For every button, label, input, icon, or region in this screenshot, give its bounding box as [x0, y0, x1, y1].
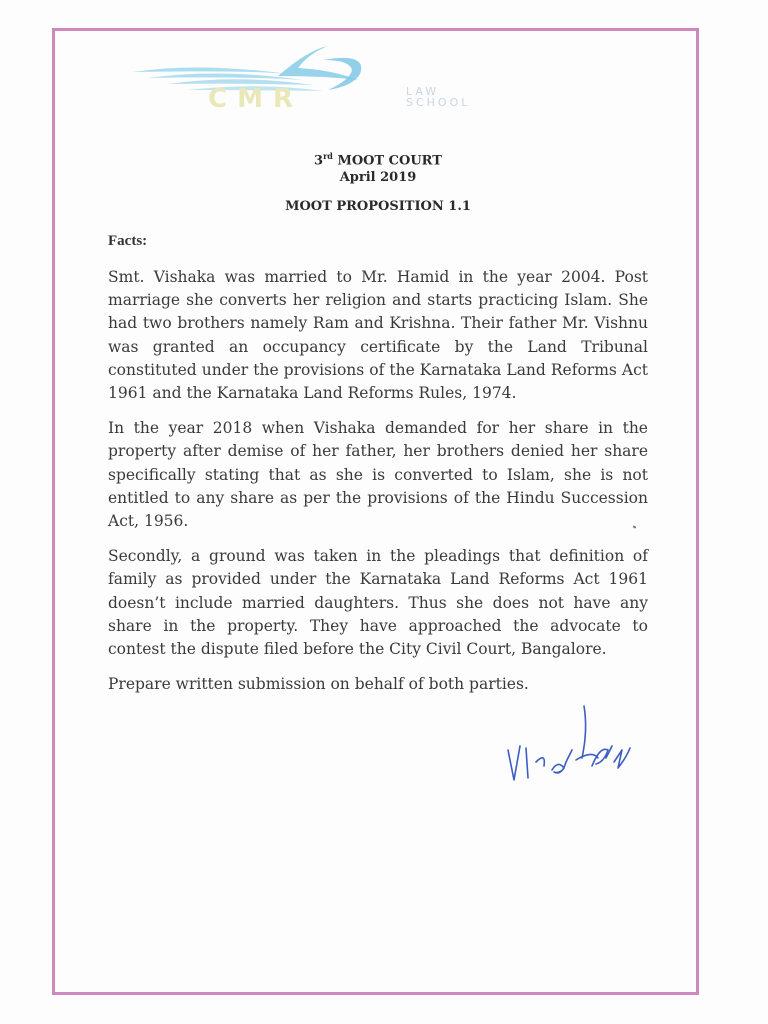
paragraph-4: Prepare written submission on behalf of both parties.: [108, 675, 529, 694]
paragraph-1: Smt. Vishaka was married to Mr. Hamid in the year 2004. Post marriage she converts her religion and starts practicing Islam. She had two brothers namely Ram and Krishna. Their father Mr. Vishnu was granted an occupancy certificate by the Land Tribunal constituted under the provisions of the Karnataka Land Reforms Act 1961 and the Karnataka Land Reforms Rules, 1974.: [108, 268, 648, 403]
logo-subtitle-line1: LAW: [406, 85, 440, 98]
document-header: [108, 148, 648, 186]
logo-wordmark: CMR: [208, 84, 303, 114]
paragraph-3: Secondly, a ground was taken in the pleadings that definition of family as provided under the Karnataka Land Reforms Act 1961 doesn’t include married daughters. Thus she does not have any share in the property. They have approached the advocate to contest the dispute filed before the City Civil Court, Bangalore.: [108, 547, 648, 659]
handwritten-signature-icon: [500, 700, 650, 795]
event-date: April 2019: [339, 170, 417, 186]
edition-number: 3: [314, 153, 324, 169]
logo-subtitle-line2: SCHOOL: [406, 96, 471, 109]
edition-suffix: rd: [323, 151, 333, 161]
facts-body: [108, 266, 648, 708]
logo-subtitle: [406, 86, 470, 108]
paragraph-2: In the year 2018 when Vishaka demanded for her share in the property after demise of her father, her brothers denied her share specifically stating that as she is converted to Islam, she is not entitled to any share as per the provisions of the Hindu Succession Act, 1956.: [108, 419, 648, 531]
proposition-title: MOOT PROPOSITION 1.1: [285, 199, 471, 214]
cmr-logo-swoosh-icon: [128, 40, 548, 112]
event-name: MOOT COURT: [337, 153, 442, 169]
facts-heading: Facts:: [108, 233, 148, 249]
event-title: [108, 148, 648, 169]
